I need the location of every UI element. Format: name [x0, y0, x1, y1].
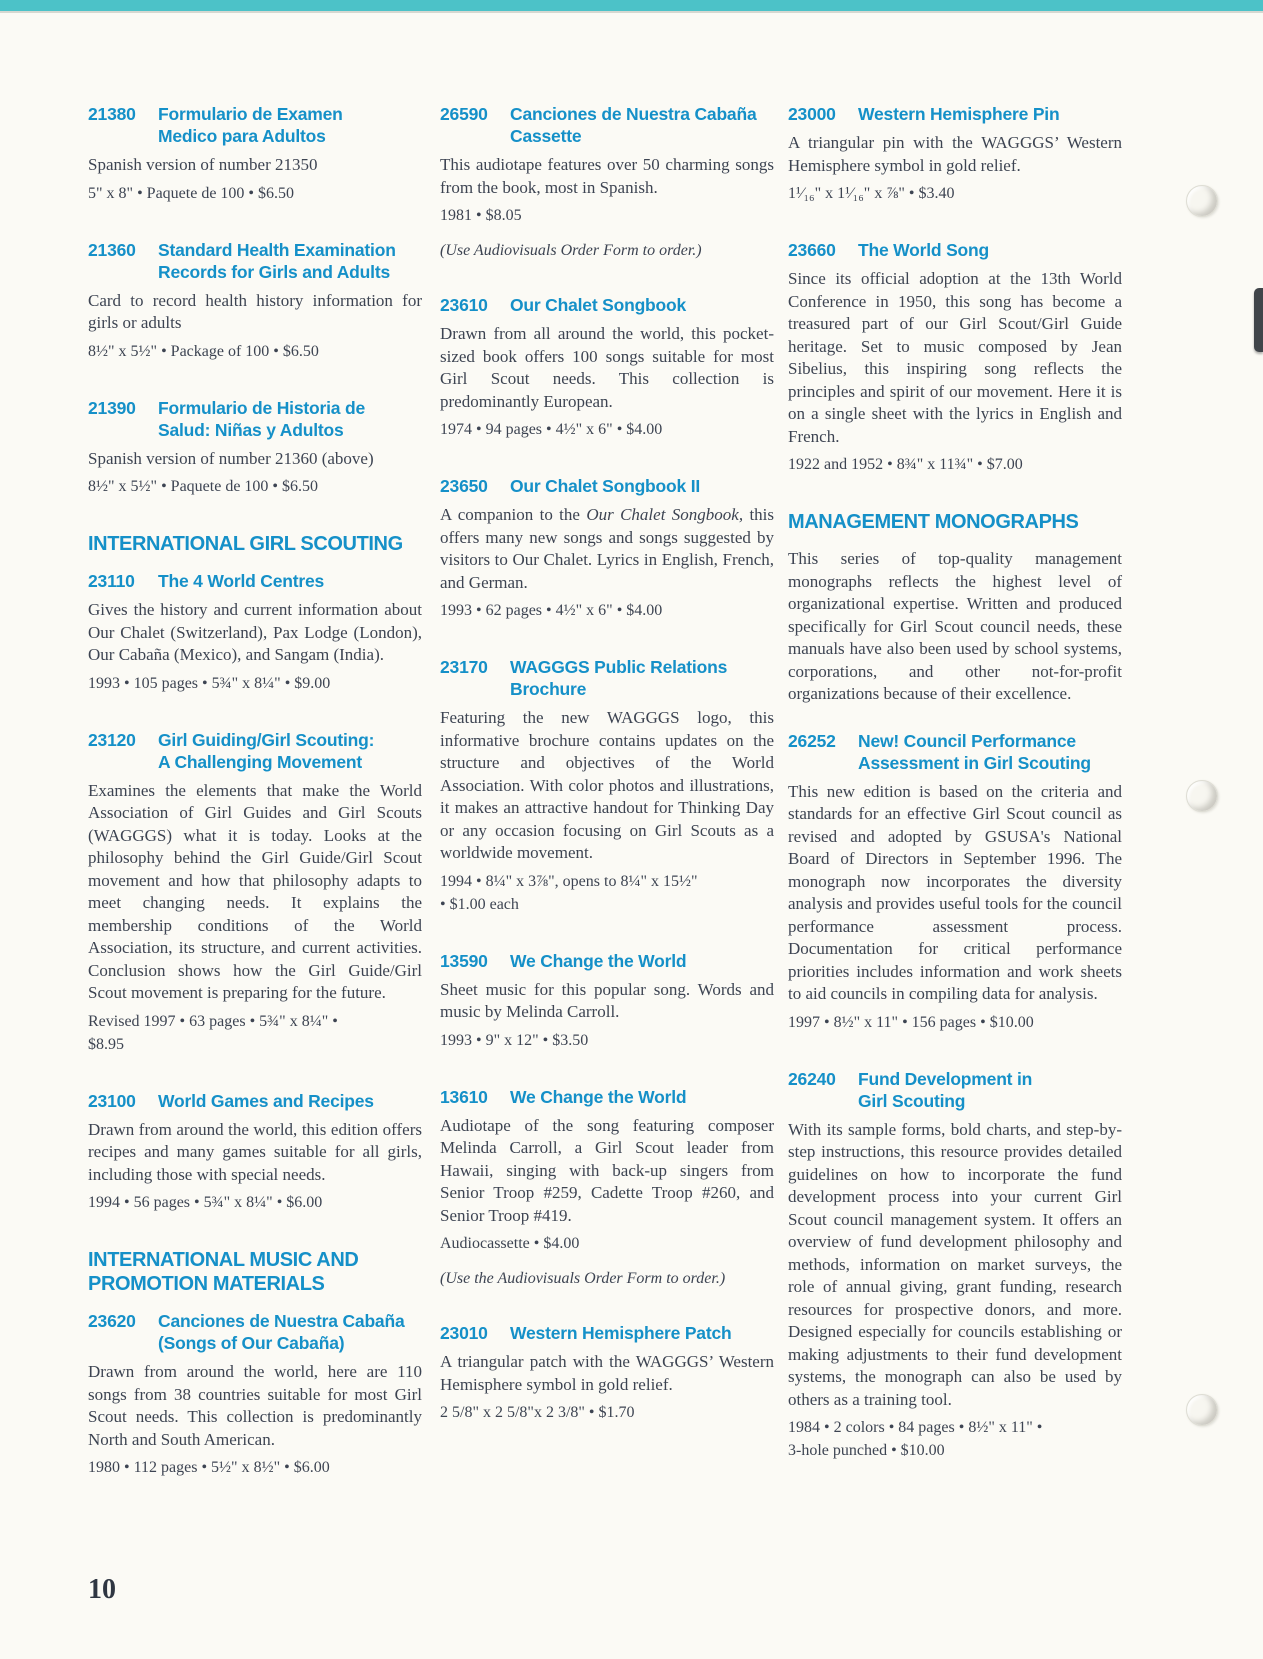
catalog-item-23000 — [788, 103, 1122, 205]
item-title-line: Fund Development in — [858, 1068, 1033, 1089]
catalog-item-23110 — [88, 570, 422, 695]
catalog-item-23620 — [88, 1310, 422, 1479]
item-specs: 1984 • 2 colors • 84 pages • 8½" x 11" • — [788, 1419, 1043, 1436]
item-title — [858, 239, 1122, 261]
item-title-line: New! Council Performance — [858, 730, 1076, 751]
item-heading — [88, 1090, 422, 1112]
catalog-item-23660 — [788, 239, 1122, 476]
item-description: Examines the elements that make the World Association of Girl Guides and Girl Scouts (WAGGGS) what it is today. Looks at the philosophy behind the Girl Guide/Girl Scout movement and how that philosophy adapts to meet changing needs. It explains the membership conditions of the World Association, its structure, and current activities. Conclusion shows how the Girl Guide/Girl Scout movement is preparing for the future. — [88, 780, 422, 1002]
item-specs: 1974 • 94 pages • 4½" x 6" • $4.00 — [440, 421, 663, 438]
item-description: With its sample forms, bold charts, and step-by-step instructions, this resource provides detailed guidelines on how to incorporate the fund development process into your current Girl Scout council management system. It offers an overview of fund development philosophy and methods, information on market surveys, the role of annual giving, grant funding, research resources for prospective donors, and more. Designed especially for councils establishing or making adjustments to their fund development systems, the monograph can also be used by others as a training tool. — [788, 1119, 1122, 1409]
item-number: 23110 — [88, 571, 135, 591]
column-1 — [88, 103, 422, 1513]
hole-punch — [1186, 1394, 1218, 1426]
item-heading — [788, 103, 1122, 125]
item-title-line: Medico para Adultos — [158, 126, 326, 146]
item-heading — [440, 475, 774, 497]
item-number: 23650 — [440, 476, 488, 496]
item-heading — [88, 397, 422, 441]
item-title-line: Western Hemisphere Patch — [510, 1323, 732, 1343]
item-heading — [440, 656, 774, 700]
item-description: A triangular patch with the WAGGGS’ Western Hemisphere symbol in gold relief. — [440, 1352, 774, 1394]
item-description: Drawn from around the world, this edition offers recipes and many games suitable for all girls, including those with special needs. — [88, 1119, 422, 1184]
catalog-item-23120 — [88, 729, 422, 1056]
item-specs: 1¹⁄₁₆" x 1¹⁄₁₆" x ⅞" • $3.40 — [788, 185, 955, 202]
catalog-item-13590 — [440, 950, 774, 1052]
section-heading — [88, 1248, 422, 1296]
item-specs: $8.95 — [88, 1035, 124, 1053]
item-heading — [440, 1322, 774, 1344]
order-note: (Use Audiovisuals Order Form to order.) — [440, 242, 702, 259]
item-title-line: World Games and Recipes — [158, 1090, 374, 1111]
section-heading — [788, 510, 1122, 534]
item-number: 21360 — [88, 239, 136, 260]
item-title — [158, 729, 422, 773]
page-edge-line — [0, 11, 1263, 13]
item-description: This new edition is based on the criteria and standards for an effective Girl Scout council as revised and adopted by GSUSA's National Board of Directors in September 1996. The monograph now incorporates the diversity analysis and provides useful tools for the council performance assessment process. Documentation for critical performance priorities includes information and work sheets to aid councils in compiling data for analysis. — [788, 781, 1122, 1003]
item-title — [510, 103, 774, 147]
item-title — [510, 1322, 774, 1344]
item-title-line: The World Song — [858, 240, 990, 260]
order-note: (Use the Audiovisuals Order Form to order.) — [440, 1270, 726, 1287]
item-specs: 8½" x 5½" • Paquete de 100 • $6.50 — [88, 478, 319, 495]
item-title-line: Girl Scouting — [858, 1090, 966, 1111]
item-description: A companion to the Our Chalet Songbook, this offers many new songs and songs suggested by visitors to Our Chalet. Lyrics in English, French, and German. — [440, 505, 775, 592]
item-title-line: Our Chalet Songbook II — [510, 476, 701, 496]
item-title-line: Canciones de Nuestra Cabaña — [158, 1311, 405, 1331]
item-specs: 1980 • 112 pages • 5½" x 8½" • $6.00 — [88, 1459, 330, 1476]
item-number: 23620 — [88, 1311, 136, 1331]
catalog-item-21390 — [88, 397, 422, 499]
item-title — [510, 475, 774, 497]
item-description: Card to record health history information for girls or adults — [88, 290, 422, 332]
item-heading — [440, 950, 774, 972]
item-number: 23120 — [88, 729, 136, 750]
item-specs: 2 5/8" x 2 5/8"x 2 3/8" • $1.70 — [440, 1404, 635, 1421]
item-specs: 5" x 8" • Paquete de 100 • $6.50 — [88, 184, 295, 202]
item-number: 23010 — [440, 1323, 488, 1343]
item-title-line: Records for Girls and Adults — [158, 261, 390, 282]
item-specs: 8½" x 5½" • Package of 100 • $6.50 — [88, 342, 319, 360]
item-title — [510, 950, 774, 972]
section-heading-line: INTERNATIONAL MUSIC AND — [88, 1249, 359, 1271]
item-title-line: Assessment in Girl Scouting — [858, 752, 1091, 773]
item-description: Spanish version of number 21350 — [88, 155, 318, 174]
item-heading — [88, 103, 422, 147]
column-3 — [788, 103, 1122, 1496]
item-title — [510, 1086, 774, 1108]
item-title — [158, 103, 422, 147]
item-title — [858, 103, 1122, 125]
column-2 — [440, 103, 774, 1458]
catalog-item-13610 — [440, 1086, 774, 1289]
page-number: 10 — [88, 1574, 116, 1605]
item-description: Drawn from around the world, here are 110 songs from 38 countries suitable for most Girl Scout needs. This collection is predominantly North and South American. — [88, 1362, 422, 1449]
item-specs: Audiocassette • $4.00 — [440, 1235, 580, 1252]
item-title — [510, 656, 774, 700]
item-heading — [88, 1310, 422, 1354]
item-number: 21390 — [88, 397, 136, 418]
item-specs: 1994 • 8¼" x 3⅞", opens to 8¼" x 15½" — [440, 872, 698, 890]
item-number: 21380 — [88, 104, 136, 124]
item-title — [158, 397, 422, 441]
item-title — [158, 1090, 422, 1112]
item-title — [858, 1068, 1122, 1112]
item-specs: 1994 • 56 pages • 5¾" x 8¼" • $6.00 — [88, 1194, 323, 1211]
item-heading — [88, 570, 422, 592]
item-description: Sheet music for this popular song. Words and music by Melinda Carroll. — [440, 979, 774, 1021]
top-edge-bar — [0, 0, 1263, 11]
hole-punch — [1186, 185, 1218, 217]
item-description: Drawn from all around the world, this pocket-sized book offers 100 songs suitable for most Girl Scout needs. This collection is predominantly European. — [440, 324, 774, 411]
item-title-line: Our Chalet Songbook — [510, 295, 687, 315]
item-specs: 1997 • 8½" x 11" • 156 pages • $10.00 — [788, 1013, 1034, 1031]
catalog-item-26252 — [788, 730, 1122, 1034]
item-title-line: Western Hemisphere Pin — [858, 104, 1060, 124]
scan-edge-mark — [1254, 288, 1263, 352]
catalog-item-23010 — [440, 1322, 774, 1424]
item-specs: 1981 • $8.05 — [440, 207, 522, 224]
item-title — [158, 239, 422, 283]
catalog-item-23650 — [440, 475, 774, 622]
item-description: Spanish version of number 21360 (above) — [88, 448, 374, 468]
item-title-line: Formulario de Examen — [158, 104, 343, 124]
item-specs: • $1.00 each — [440, 895, 519, 913]
item-title-line: Brochure — [510, 679, 587, 699]
section-heading-line: INTERNATIONAL GIRL SCOUTING — [88, 533, 403, 555]
item-heading — [440, 103, 774, 147]
item-number: 13610 — [440, 1086, 488, 1107]
item-number: 26240 — [788, 1068, 836, 1089]
item-title-line: Formulario de Historia de — [158, 397, 365, 418]
item-title-line: (Songs of Our Cabaña) — [158, 1333, 345, 1353]
item-description: Audiotape of the song featuring composer Melinda Carroll, a Girl Scout leader from Hawaii, singing with back-up singers from Senior Troop #259, Cadette Troop #260, and Senior Troop #419. — [440, 1115, 774, 1225]
item-title — [858, 730, 1122, 774]
section-heading-line: MANAGEMENT MONOGRAPHS — [788, 511, 1079, 533]
item-description: Since its official adoption at the 13th World Conference in 1950, this song has become a treasured part of our Girl Scout/Girl Guide heritage. Set to music composed by Jean Sibelius, this inspiring song reflects the principles and spirit of our movement. Here it is on a single sheet with the lyrics in English and French. — [788, 269, 1122, 446]
item-number: 23100 — [88, 1090, 136, 1111]
section-heading-line: PROMOTION MATERIALS — [88, 1273, 325, 1295]
item-description: Featuring the new WAGGGS logo, this informative brochure contains updates on the structure and objectives of the World Association. With color photos and illustrations, it makes an attractive handout for Thinking Day or any occasion focusing on Girl Scouts as a worldwide movement. — [440, 708, 774, 862]
section-heading — [88, 532, 422, 556]
item-specs: Revised 1997 • 63 pages • 5¾" x 8¼" • — [88, 1012, 338, 1030]
item-specs: 1922 and 1952 • 8¾" x 11¾" • $7.00 — [788, 456, 1023, 473]
item-title-line: Cassette — [510, 126, 582, 146]
catalog-item-21360 — [88, 239, 422, 363]
item-title-line: WAGGGS Public Relations — [510, 657, 728, 677]
catalog-item-26240 — [788, 1068, 1122, 1463]
item-description: Gives the history and current information about Our Chalet (Switzerland), Pax Lodge (London), Our Cabaña (Mexico), and Sangam (India). — [88, 600, 422, 664]
item-heading — [788, 239, 1122, 261]
item-number: 23000 — [788, 104, 836, 124]
item-number: 23170 — [440, 657, 488, 677]
item-title-line: We Change the World — [510, 950, 687, 971]
catalog-item-23170 — [440, 656, 774, 916]
item-title-line: Standard Health Examination — [158, 239, 396, 260]
item-number: 23610 — [440, 295, 488, 315]
item-number: 13590 — [440, 950, 488, 971]
item-specs: 1993 • 105 pages • 5¾" x 8¼" • $9.00 — [88, 674, 331, 692]
item-title-line: Salud: Niñas y Adultos — [158, 419, 344, 440]
item-title — [510, 294, 774, 316]
item-description: A triangular pin with the WAGGGS’ Western Hemisphere symbol in gold relief. — [788, 133, 1122, 175]
item-title-line: We Change the World — [510, 1086, 687, 1107]
item-title — [158, 1310, 422, 1354]
hole-punch — [1186, 780, 1218, 812]
item-heading — [440, 1086, 774, 1108]
item-heading — [440, 294, 774, 316]
intro-paragraph: This series of top-quality management monographs reflects the highest level of organizational expertise. Written and produced specifically for Girl Scout council needs, these manuals have also been used by school systems, corporations, and other not-for-profit organizations because of their excellence. — [788, 549, 1122, 703]
item-specs: 1993 • 9" x 12" • $3.50 — [440, 1031, 589, 1049]
item-description: This audiotape features over 50 charming songs from the book, most in Spanish. — [440, 155, 774, 197]
item-specs: 1993 • 62 pages • 4½" x 6" • $4.00 — [440, 602, 663, 619]
catalog-item-21380 — [88, 103, 422, 205]
item-number: 23660 — [788, 240, 836, 260]
item-specs: 3-hole punched • $10.00 — [788, 1442, 945, 1459]
item-title — [158, 570, 422, 592]
item-heading — [788, 1068, 1122, 1112]
item-number: 26252 — [788, 730, 836, 751]
item-title-line: Canciones de Nuestra Cabaña — [510, 104, 757, 124]
item-title-line: Girl Guiding/Girl Scouting: — [158, 729, 375, 750]
item-heading — [788, 730, 1122, 774]
item-heading — [88, 239, 422, 283]
catalog-item-26590 — [440, 103, 774, 260]
catalog-item-23610 — [440, 294, 774, 441]
item-title-line: The 4 World Centres — [158, 571, 325, 591]
item-heading — [88, 729, 422, 773]
item-number: 26590 — [440, 104, 488, 124]
catalog-item-23100 — [88, 1090, 422, 1215]
item-title-line: A Challenging Movement — [158, 751, 362, 772]
